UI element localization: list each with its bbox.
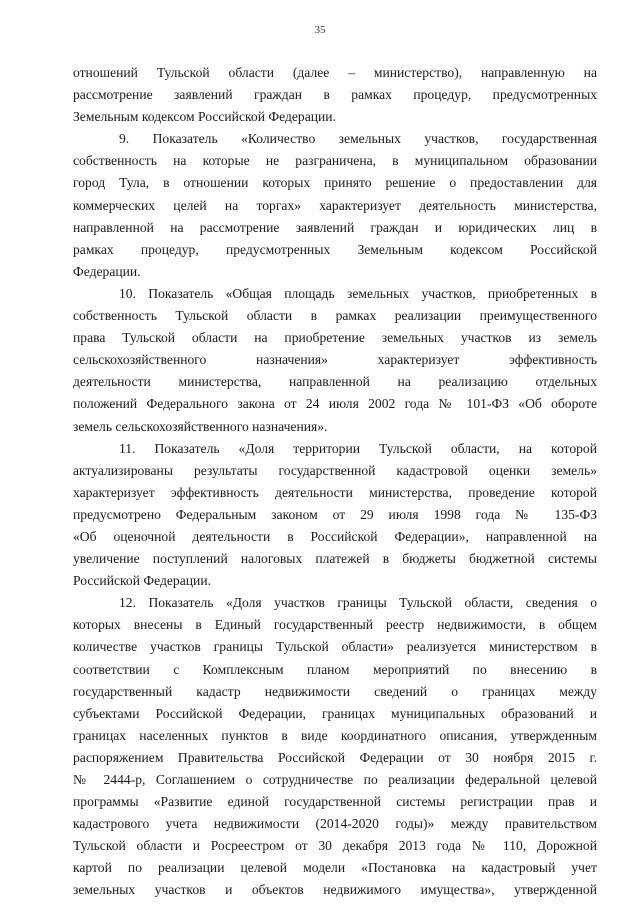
text-line: отношений Тульской области (далее – министерство), направленную на bbox=[73, 65, 597, 80]
text-line: город Тула, в отношении которых принято решение о предоставлении для bbox=[73, 175, 597, 191]
text-line: увеличение поступлений налоговых платежей в бюджеты бюджетной системы bbox=[73, 551, 597, 567]
text-line: коммерческих целей на торгах» характеризует деятельность министерства, bbox=[73, 197, 597, 213]
text-line: права Тульской области на приобретение земельных участков из земель bbox=[73, 330, 597, 346]
text-line: направленной на рассмотрение заявлений граждан и юридических лиц в bbox=[73, 219, 597, 235]
text-line: картой по реализации целевой модели «Постановка на кадастровый учет bbox=[73, 860, 597, 876]
paragraph-11 bbox=[73, 438, 597, 593]
text-line: рассмотрение заявлений граждан в рамках процедур, предусмотренных bbox=[73, 87, 597, 103]
text-line: положений Федерального закона от 24 июля 2002 года № 101-ФЗ «Об обороте bbox=[73, 396, 597, 412]
text-line: 11. Показатель «Доля территории Тульской области, на которой bbox=[119, 440, 597, 456]
text-line: «Об оценочной деятельности в Российской Федерации», направленной на bbox=[73, 528, 597, 544]
text-line: Российской Федерации. bbox=[73, 573, 211, 589]
text-line: кадастрового учета недвижимости (2014-2020 годы)» между правительством bbox=[73, 816, 597, 832]
text-line: Земельным кодексом Российской Федерации. bbox=[73, 109, 336, 125]
text-line: 9. Показатель «Количество земельных участков, государственная bbox=[119, 131, 597, 147]
paragraph-cont bbox=[73, 62, 597, 128]
text-line: программы «Развитие единой государственной системы регистрации прав и bbox=[73, 794, 597, 810]
paragraph-12 bbox=[73, 592, 597, 901]
text-line: собственность Тульской области в рамках реализации преимущественного bbox=[73, 308, 597, 324]
text-line: границах населенных пунктов в виде координатного описания, утвержденным bbox=[73, 727, 597, 743]
text-line: деятельности министерства, направленной на реализацию отдельных bbox=[73, 374, 597, 390]
text-line: которых внесены в Единый государственный реестр недвижимости, в общем bbox=[73, 617, 597, 633]
text-line: распоряжением Правительства Российской Федерации от 30 ноября 2015 г. bbox=[73, 749, 597, 765]
text-line: Федерации. bbox=[73, 263, 141, 279]
page-number: 35 bbox=[314, 24, 326, 36]
text-line: субъектами Российской Федерации, границах муниципальных образований и bbox=[73, 705, 597, 721]
text-line: государственный кадастр недвижимости сведений о границах между bbox=[73, 683, 597, 699]
paragraph-9 bbox=[73, 128, 597, 283]
text-line: характеризует эффективность деятельности министерства, проведение которой bbox=[73, 484, 597, 500]
paragraph-10 bbox=[73, 283, 597, 438]
text-line: собственность на которые не разграничена, в муниципальном образовании bbox=[73, 153, 597, 169]
text-line: 12. Показатель «Доля участков границы Тульской области, сведения о bbox=[119, 595, 597, 611]
text-line: количестве участков границы Тульской области» реализуется министерством в bbox=[73, 639, 597, 655]
text-line: соответствии с Комплексным планом мероприятий по внесению в bbox=[73, 661, 597, 677]
text-line: земель сельскохозяйственного назначения». bbox=[73, 418, 328, 434]
text-line: Тульской области и Росреестром от 30 декабря 2013 года № 110, Дорожной bbox=[73, 838, 597, 854]
text-line: 10. Показатель «Общая площадь земельных участков, приобретенных в bbox=[119, 285, 597, 301]
text-line: сельскохозяйственного назначения» характеризует эффективность bbox=[73, 352, 597, 368]
text-line: предусмотрено Федеральным законом от 29 июля 1998 года № 135-ФЗ bbox=[73, 506, 597, 522]
text-line: земельных участков и объектов недвижимого имущества», утвержденной bbox=[73, 882, 597, 898]
text-line: № 2444-р, Соглашением о сотрудничестве по реализации федеральной целевой bbox=[73, 772, 597, 787]
text-line: рамках процедур, предусмотренных Земельным кодексом Российской bbox=[73, 241, 597, 257]
text-line: актуализированы результаты государственной кадастровой оценки земель» bbox=[73, 462, 597, 478]
document-body bbox=[73, 62, 597, 902]
